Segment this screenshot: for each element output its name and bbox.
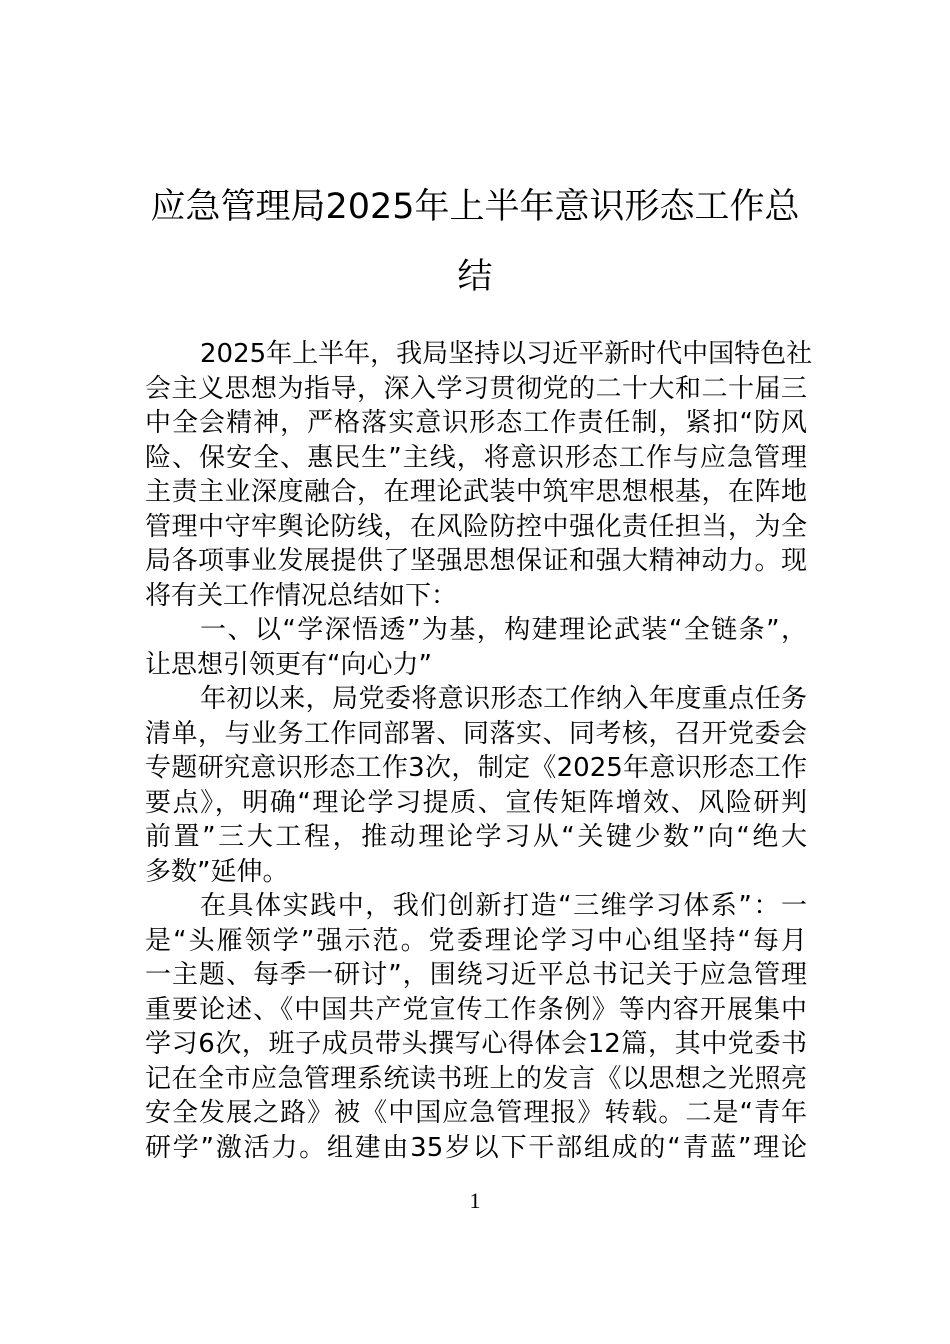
text-line: 专题研究意识形态工作3次，制定《2025年意识形态工作 [145,753,807,783]
text-line: 中全会精神，严格落实意识形态工作责任制，紧扣“防风 [145,408,807,438]
text-line: 重要论述、《中国共产党宣传工作条例》等内容开展集中 [145,994,807,1025]
text-line: 2025年上半年，我局坚持以习近平新时代中国特色社 [200,339,813,369]
title-line: 结 [457,257,493,297]
text-line: 前置”三大工程，推动理论学习从“关键少数”向“绝大 [145,822,807,852]
text-line: 要点》，明确“理论学习提质、宣传矩阵增效、风险研判 [145,787,807,818]
text-line: 险、保安全、惠民生”主线，将意识形态工作与应急管理 [145,442,807,473]
text-line: 让思想引领更有“向心力” [145,649,432,680]
section-heading [145,613,807,682]
text-line: 一主题、每季一研讨”，围绕习近平总书记关于应急管理 [145,960,807,990]
text-line: 学习6次，班子成员带头撰写心得体会12篇，其中党委书 [145,1029,807,1059]
text-line: 多数”延伸。 [145,856,289,887]
text-line: 研学”激活力。组建由35岁以下干部组成的“青蓝”理论 [145,1132,807,1163]
text-line: 年初以来，局党委将意识形态工作纳入年度重点任务 [200,684,807,714]
text-line: 清单，与业务工作同部署、同落实、同考核，召开党委会 [145,718,807,749]
text-line: 安全发展之路》被《中国应急管理报》转载。二是“青年 [145,1098,807,1128]
text-line: 记在全市应急管理系统读书班上的发言《以思想之光照亮 [145,1063,807,1094]
text-line: 在具体实践中，我们创新打造“三维学习体系”：一 [200,891,807,921]
text-line: 管理中守牢舆论防线，在风险防控中强化责任担当，为全 [145,511,807,542]
paragraph [145,337,813,613]
document-body [145,337,813,1165]
text-line: 主责主业深度融合，在理论武装中筑牢思想根基，在阵地 [145,477,807,507]
paragraph [145,889,807,1165]
text-line: 会主义思想为指导，深入学习贯彻党的二十大和二十届三 [145,373,807,404]
text-line: 是“头雁领学”强示范。党委理论学习中心组坚持“每月 [145,925,807,956]
document-title [120,172,830,312]
text-line: 局各项事业发展提供了坚强思想保证和强大精神动力。现 [145,546,807,576]
page-number: 1 [469,1188,481,1213]
text-line: 将有关工作情况总结如下： [145,580,458,611]
paragraph [145,682,807,889]
text-line: 一、以“学深悟透”为基，构建理论武装“全链条”， [200,615,807,645]
title-line: 应急管理局2025年上半年意识形态工作总 [150,187,800,227]
